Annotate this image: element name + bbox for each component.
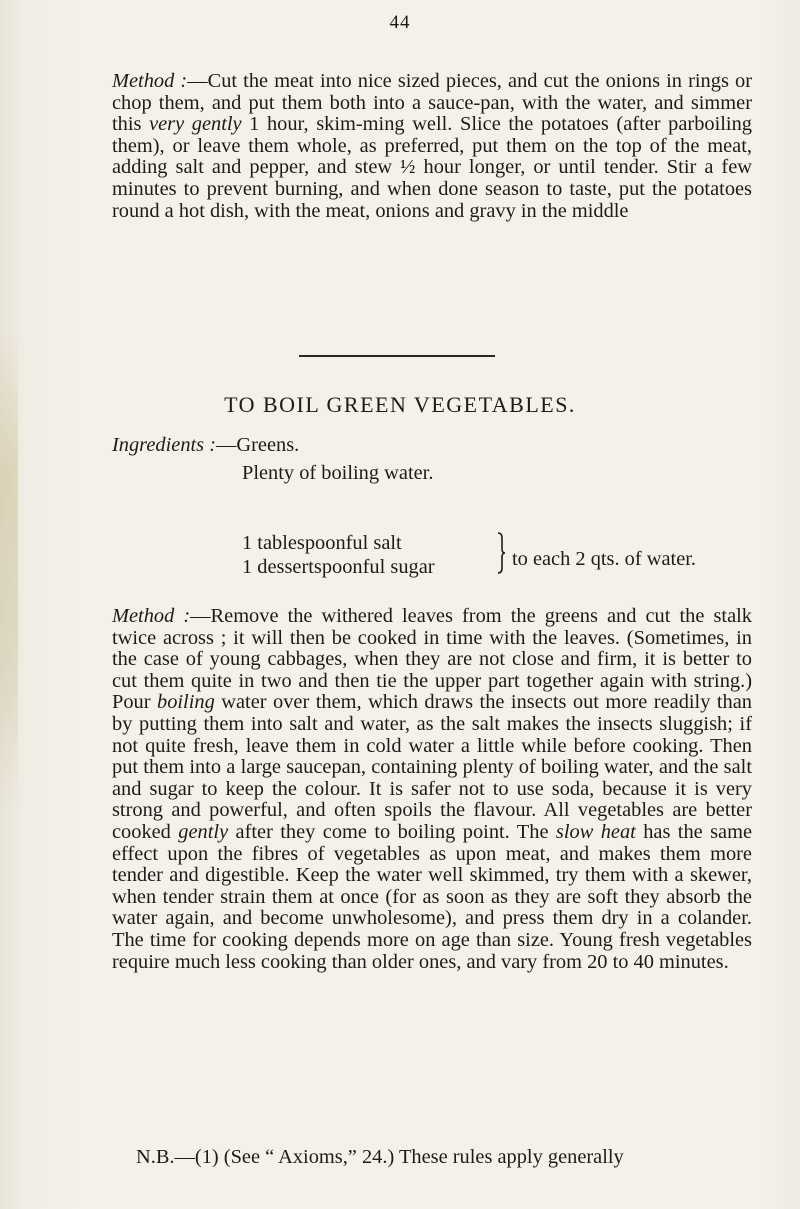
ingredient-item: Plenty of boiling water. bbox=[242, 462, 434, 484]
recipe-method-paragraph bbox=[112, 71, 752, 222]
footnote: N.B.—(1) (See “ Axioms,” 24.) These rules apply generally bbox=[136, 1146, 624, 1168]
method-text: after they come to boiling point. The bbox=[228, 820, 556, 843]
method-text: water over them, which draws the insects out more readily than by putting them into salt and water, as the salt makes the insects sluggish; if not quite fresh, leave them in cold water a little while before cooking. Then put them into a large saucepan, containing plenty of boiling water, and the salt and sugar to keep the colour. It is safer not to use soda, because it is very strong and powerful, and often spoils the flavour. All vegetables are better cooked bbox=[112, 691, 752, 843]
method-emphasis: very gently bbox=[149, 113, 242, 136]
curly-brace bbox=[496, 532, 506, 574]
method-label: Method : bbox=[112, 70, 188, 92]
ingredients-line bbox=[112, 434, 299, 456]
section-heading: TO BOIL GREEN VEGETABLES. bbox=[224, 392, 576, 417]
method-emphasis: boiling bbox=[157, 691, 215, 714]
ingredient-item: 1 dessertspoonful sugar bbox=[242, 556, 435, 578]
ingredients-label: Ingredients : bbox=[112, 434, 217, 456]
section-divider bbox=[299, 355, 495, 357]
method-text: has the same effect upon the fibres of vegetables as upon meat, and makes them more tender and digestible. Keep the water well skimmed, try them with a skewer, when tender strain them at once (for as soon as they are soft they absorb the water again, and become unwholesome), and press them dry in a colander. The time for cooking depends more on age than size. Young fresh vegetables require much less cooking than older ones, and vary from 20 to 40 minutes. bbox=[112, 820, 753, 973]
method-text-2: 1 hour, skim-ming well. Slice the potatoes (after parboiling them), or leave them whole, as preferred, put them on the top of the meat, adding salt and pepper, and stew ½ hour longer, or until tender. Stir a few minutes to prevent burning, and when done season to taste, put the potatoes round a hot dish, with the meat, onions and gravy in the middle bbox=[112, 113, 752, 222]
greens-method-paragraph bbox=[112, 606, 752, 973]
ingredient-greens: —Greens. bbox=[216, 434, 300, 456]
method-emphasis: gently bbox=[178, 820, 229, 843]
ingredient-item: 1 tablespoonful salt bbox=[242, 532, 402, 554]
method-emphasis: slow heat bbox=[555, 820, 636, 843]
method-label: Method : bbox=[112, 605, 191, 627]
method-text-1: —Cut the meat into nice sized pieces, and cut the onions in rings or chop them, and put them both into a sauce-pan, with the water, and simmer this bbox=[112, 70, 752, 136]
ingredient-ratio-note: to each 2 qts. of water. bbox=[512, 548, 697, 570]
page-number: 44 bbox=[389, 12, 411, 33]
method-text: —Remove the withered leaves from the greens and cut the stalk twice across ; it will then be cooked in time with the leaves. (Sometimes, in the case of young cabbages, when they are not close and firm, it is better to cut them quite in two and then tie the upper part together again with string.) Pour bbox=[112, 605, 752, 714]
